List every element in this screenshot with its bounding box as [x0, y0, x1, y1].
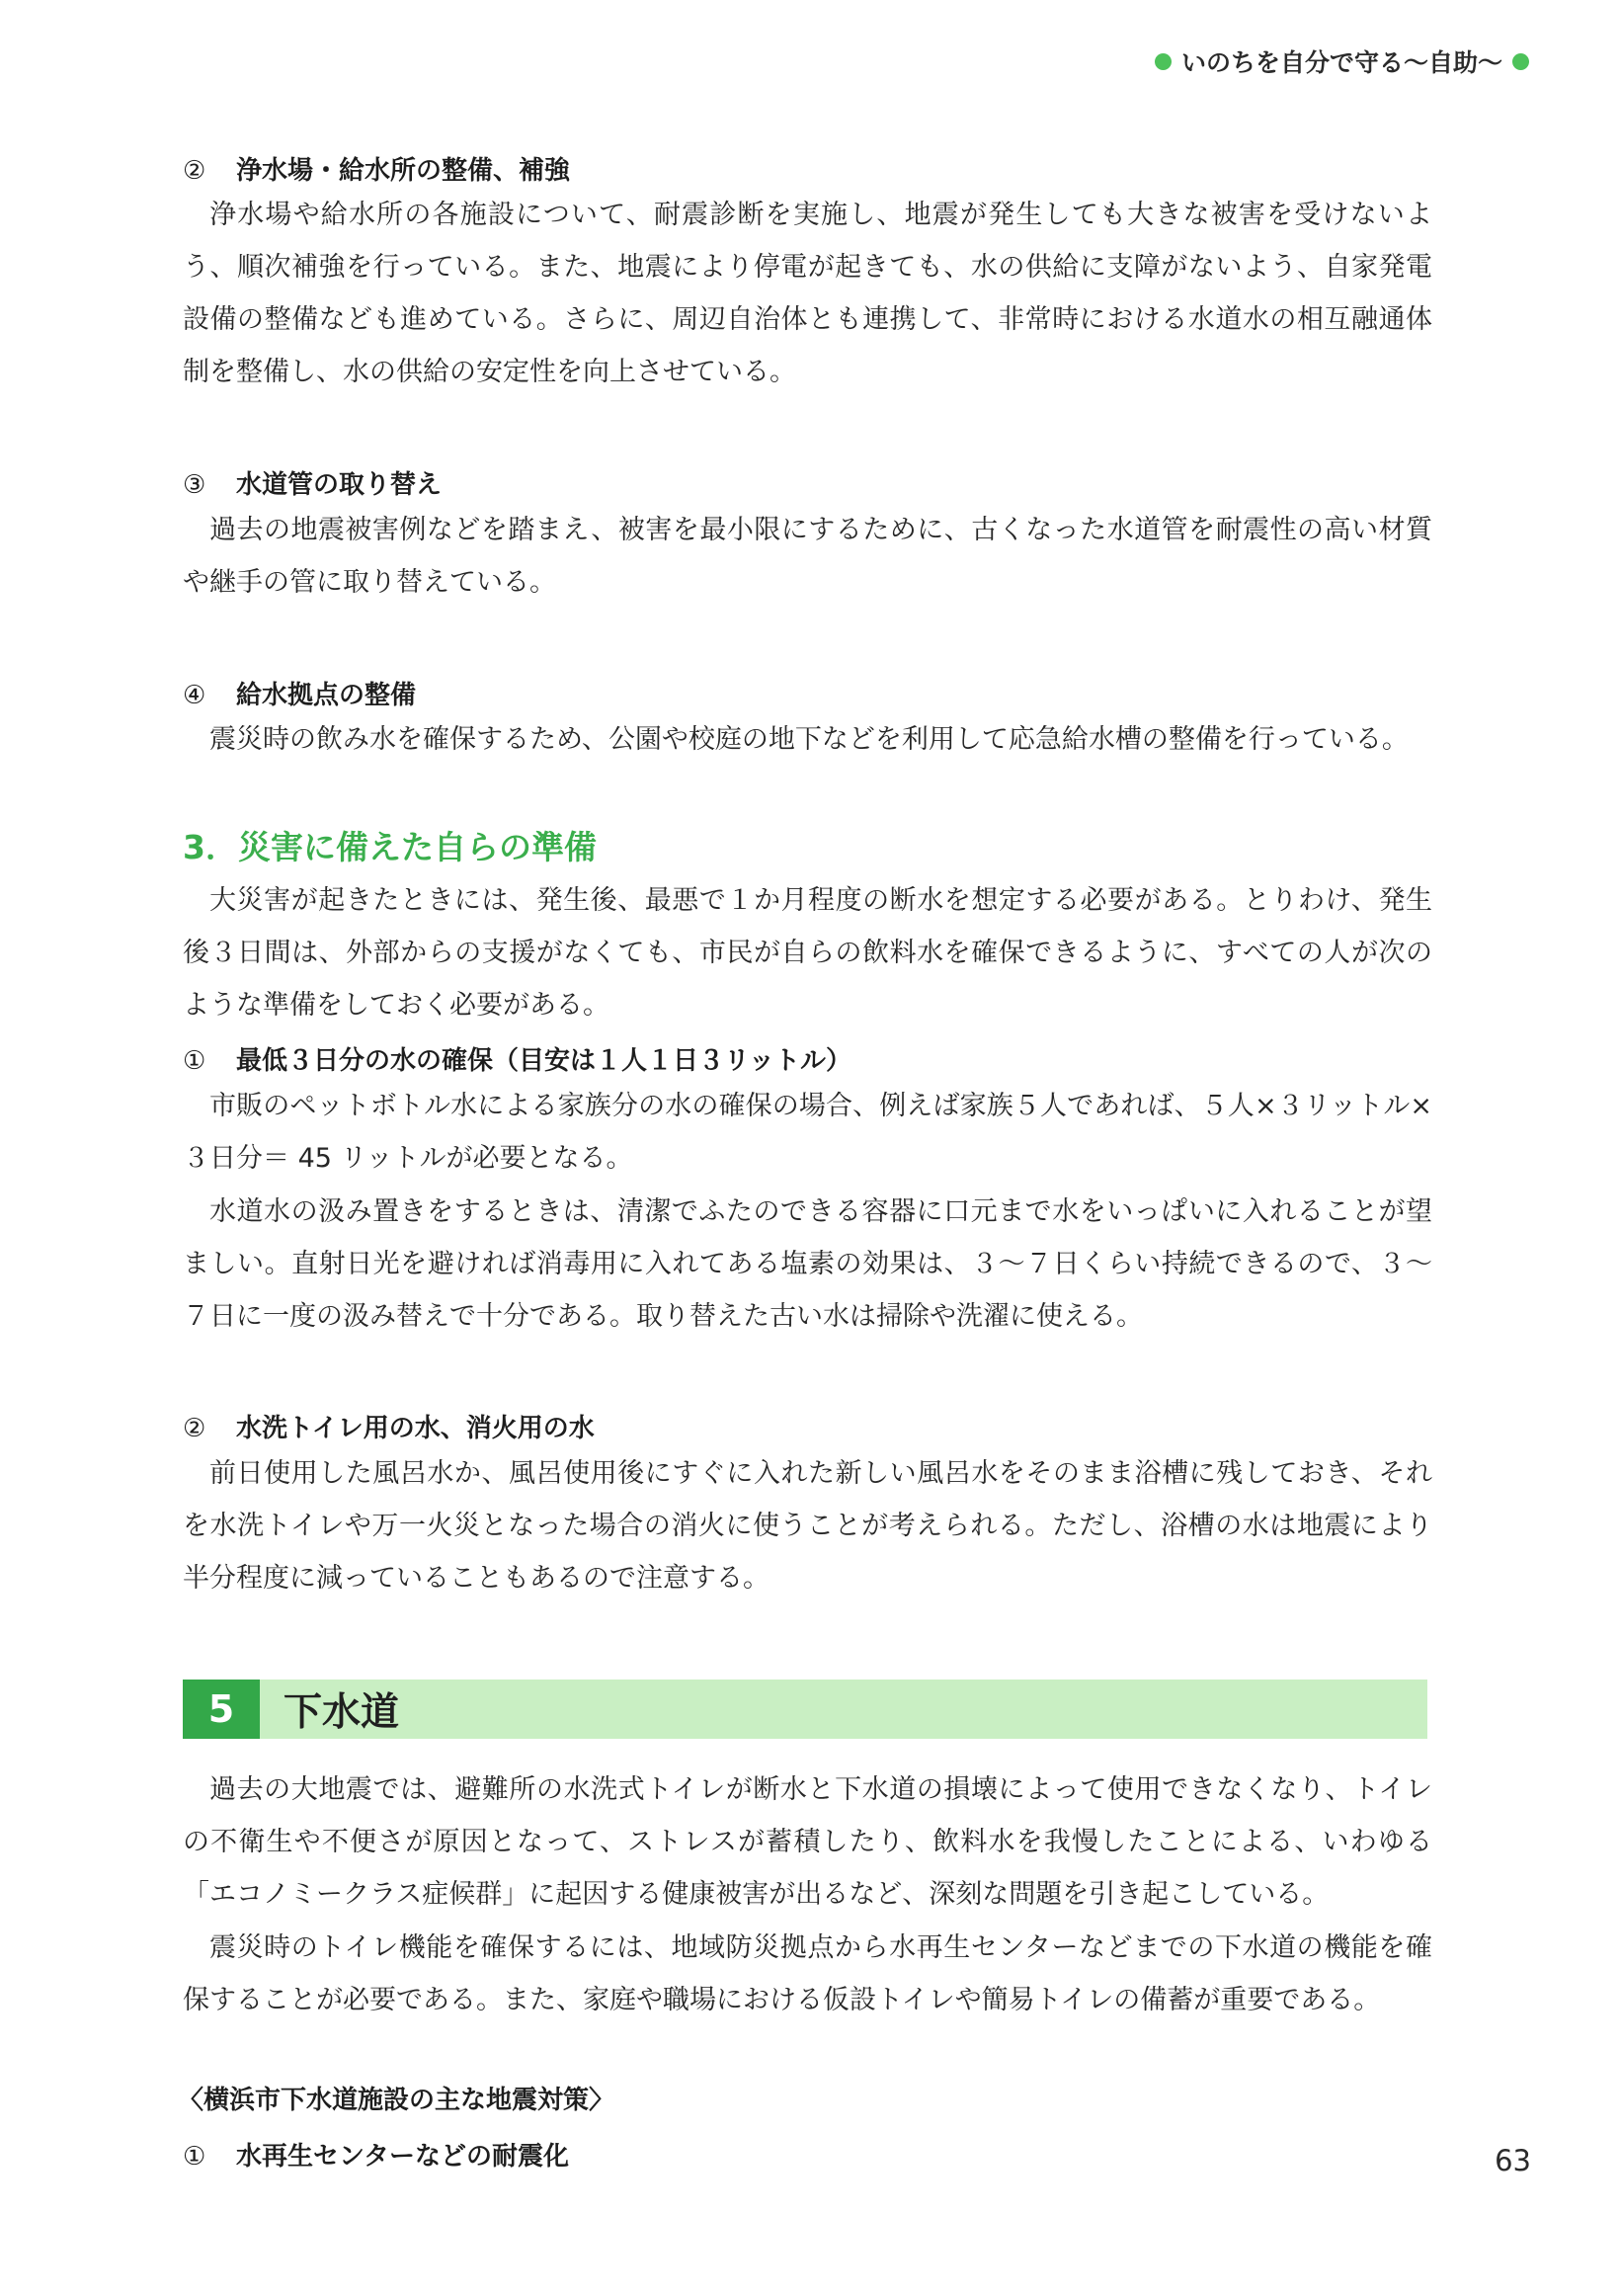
- item-title: 最低３日分の水の確保（目安は１人１日３リットル）: [236, 1046, 851, 1076]
- item-number: ④: [183, 681, 206, 710]
- item-title: 給水拠点の整備: [236, 681, 417, 710]
- chapter-title: 下水道: [284, 1690, 400, 1735]
- green-dot-icon: [1155, 53, 1172, 70]
- subheading: 〈横浜市下水道施設の主な地震対策〉: [178, 2086, 615, 2115]
- item-heading: [183, 150, 570, 187]
- item-title: 水再生センターなどの耐震化: [236, 2142, 569, 2172]
- paragraph: 震災時のトイレ機能を確保するには、地域防災拠点から水再生センターなどまでの下水道の機能を確保することが必要である。また、家庭や職場における仮設トイレや簡易トイレの備蓄が重要である。: [183, 1932, 1432, 2015]
- section-heading: 3．災害に備えた自らの準備: [183, 828, 597, 866]
- item-heading: [183, 675, 416, 711]
- paragraph: 過去の大地震では、避難所の水洗式トイレが断水と下水道の損壊によって使用できなくなり、トイレの不衛生や不便さが原因となって、ストレスが蓄積したり、飲料水を我慢したことによる、いわゆる「エコノミークラス症候群」に起因する健康被害が出るなど、深刻な問題を引き起こしている。: [183, 1774, 1432, 1910]
- paragraph: 前日使用した風呂水か、風呂使用後にすぐに入れた新しい風呂水をそのまま浴槽に残しておき、それを水洗トイレや万一火災となった場合の消火に使うことが考えられる。ただし、浴槽の水は地震により半分程度に減っていることもあるので注意する。: [183, 1458, 1432, 1594]
- paragraph: 大災害が起きたときには、発生後、最悪で１か月程度の断水を想定する必要がある。とりわけ、発生後３日間は、外部からの支援がなくても、市民が自らの飲料水を確保できるように、すべての人が次のような準備をしておく必要がある。: [183, 885, 1432, 1021]
- item-heading: [183, 2136, 569, 2173]
- item-number: ②: [183, 156, 206, 186]
- green-dot-icon: [1512, 53, 1529, 70]
- item-heading: [183, 1408, 595, 1444]
- item-title: 浄水場・給水所の整備、補強: [236, 156, 571, 186]
- item-heading: [183, 464, 442, 501]
- chapter-number: 5: [183, 1680, 260, 1739]
- paragraph: 市販のペットボトル水による家族分の水の確保の場合、例えば家族５人であれば、５人×３リットル×３日分＝ 45 リットルが必要となる。: [183, 1091, 1432, 1174]
- paragraph: 浄水場や給水所の各施設について、耐震診断を実施し、地震が発生しても大きな被害を受けないよう、順次補強を行っている。また、地震により停電が起きても、水の供給に支障がないよう、自家発電設備の整備なども進めている。さらに、周辺自治体とも連携して、非常時における水道水の相互融通体制を整備し、水の供給の安定性を向上させている。: [183, 200, 1432, 387]
- item-number: ①: [183, 2142, 206, 2172]
- item-number: ②: [183, 1414, 206, 1443]
- item-title: 水洗トイレ用の水、消火用の水: [236, 1414, 595, 1443]
- running-head-text: いのちを自分で守る〜自助〜: [1180, 48, 1502, 77]
- paragraph: 震災時の飲み水を確保するため、公園や校庭の地下などを利用して応急給水槽の整備を行っている。: [209, 724, 1409, 755]
- item-number: ③: [183, 470, 206, 500]
- page-number: 63: [1495, 2144, 1531, 2177]
- item-heading: [183, 1040, 851, 1077]
- paragraph: 過去の地震被害例などを踏まえ、被害を最小限にするために、古くなった水道管を耐震性の高い材質や継手の管に取り替えている。: [183, 515, 1432, 598]
- running-head: [1155, 43, 1529, 79]
- paragraph: 水道水の汲み置きをするときは、清潔でふたのできる容器に口元まで水をいっぱいに入れることが望ましい。直射日光を避ければ消毒用に入れてある塩素の効果は、３〜７日くらい持続できるので、３〜７日に一度の汲み替えで十分である。取り替えた古い水は掃除や洗濯に使える。: [183, 1196, 1432, 1332]
- item-number: ①: [183, 1046, 206, 1076]
- item-title: 水道管の取り替え: [236, 470, 443, 500]
- chapter-banner: [183, 1680, 1427, 1739]
